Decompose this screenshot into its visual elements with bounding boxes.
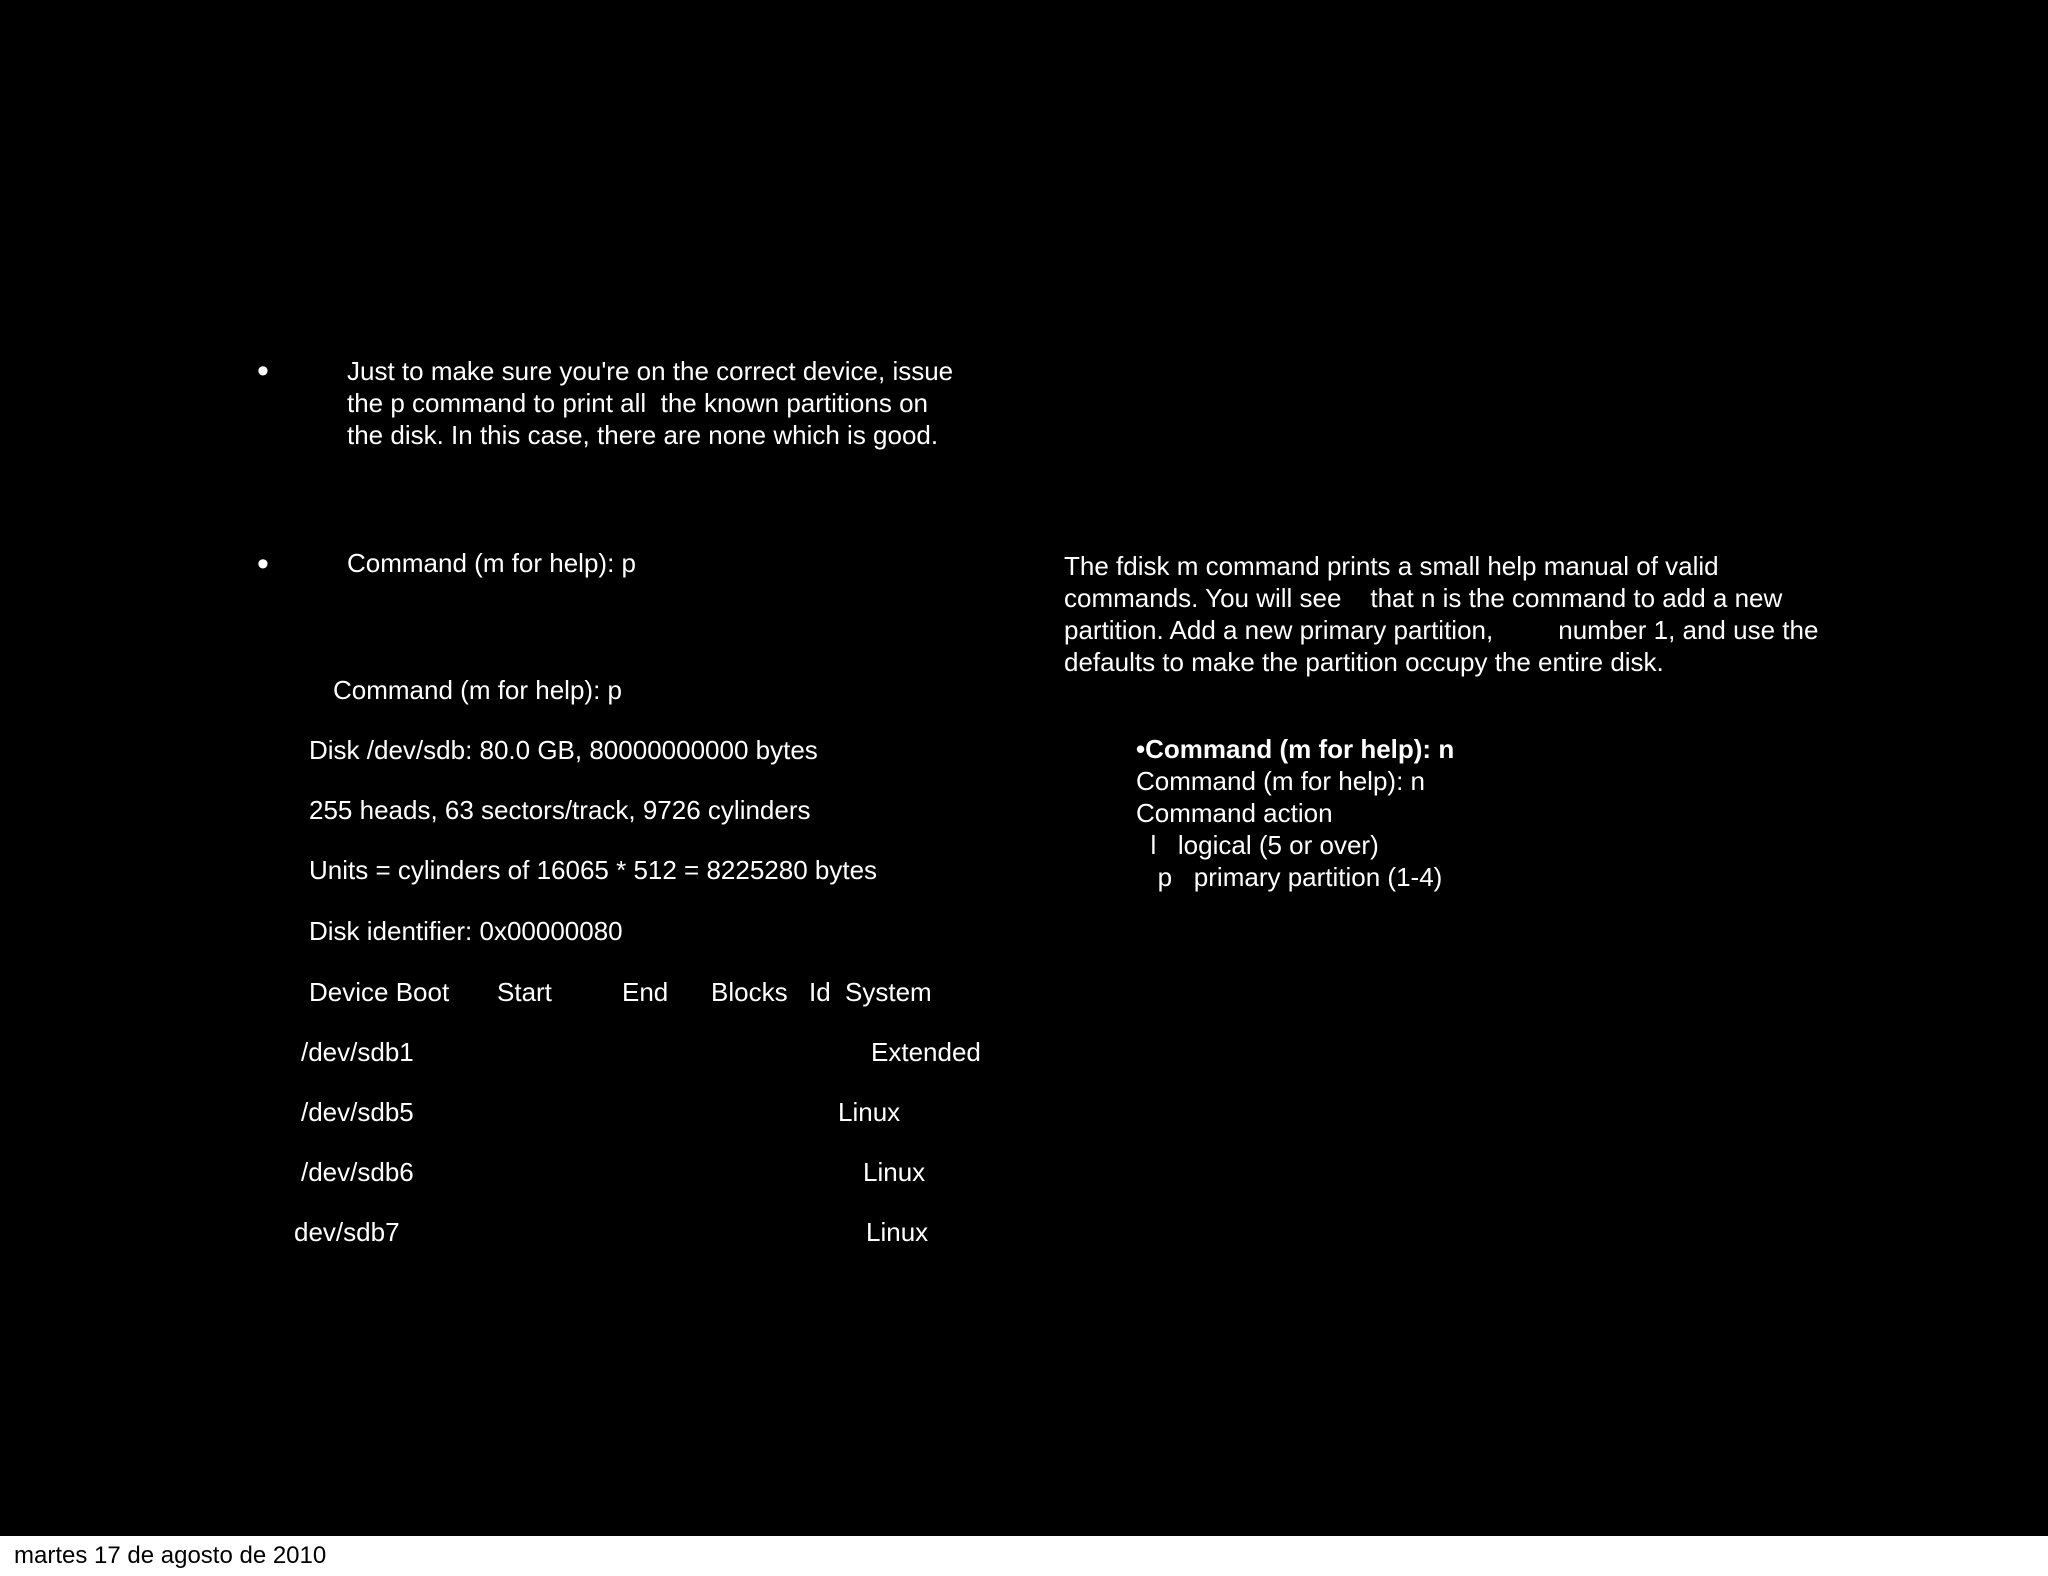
right-text-line-1: The fdisk m command prints a small help manual of valid — [1064, 551, 1719, 581]
table-row — [0, 1096, 1100, 1128]
bullet-2-line-1: Command (m for help): p — [347, 548, 636, 578]
cell-system: Linux — [866, 1217, 929, 1247]
right-block-line-3: l logical (5 or over) — [1136, 830, 1379, 860]
right-block-line-4: p primary partition (1-4) — [1136, 862, 1443, 892]
cell-system: Linux — [863, 1157, 926, 1187]
right-block-line-2: Command action — [1136, 798, 1333, 828]
bullet-icon: • — [257, 352, 269, 390]
header-end: End — [622, 977, 669, 1007]
partition-table-header — [0, 976, 1100, 1008]
header-system: System — [845, 977, 932, 1007]
right-text-line-3: partition. Add a new primary partition, number 1, and use the — [1064, 615, 1819, 645]
table-row — [0, 1216, 1100, 1248]
header-blocks: Blocks — [711, 977, 788, 1007]
right-block-heading: •Command (m for help): n — [1136, 734, 1455, 764]
bullet-1-line-1: Just to make sure you're on the correct device, issue — [347, 356, 954, 386]
header-start: Start — [497, 977, 552, 1007]
cell-system: Extended — [871, 1037, 981, 1067]
cell-device: /dev/sdb1 — [301, 1037, 414, 1067]
bullet-1-line-3: the disk. In this case, there are none which is good. — [347, 420, 939, 450]
output-disk: Disk /dev/sdb: 80.0 GB, 80000000000 bytes — [309, 735, 818, 765]
cell-system: Linux — [838, 1097, 901, 1127]
output-prompt: Command (m for help): p — [333, 675, 622, 705]
right-text-line-2: commands. You will see that n is the command to add a new — [1064, 583, 1783, 613]
table-row — [0, 1036, 1100, 1068]
output-units: Units = cylinders of 16065 * 512 = 8225280 bytes — [309, 855, 878, 885]
cell-device: /dev/sdb6 — [301, 1157, 414, 1187]
output-identifier: Disk identifier: 0x00000080 — [309, 916, 623, 946]
footer-date: martes 17 de agosto de 2010 — [14, 1542, 327, 1569]
bullet-1-line-2: the p command to print all the known partitions on — [347, 388, 928, 418]
bullet-icon: • — [257, 545, 269, 583]
cell-device: dev/sdb7 — [294, 1217, 400, 1247]
output-geometry: 255 heads, 63 sectors/track, 9726 cylinders — [309, 795, 811, 825]
table-row — [0, 1156, 1100, 1188]
header-device-boot: Device Boot — [309, 977, 450, 1007]
right-block-line-1: Command (m for help): n — [1136, 766, 1425, 796]
header-id: Id — [809, 977, 831, 1007]
right-text-line-4: defaults to make the partition occupy the entire disk. — [1064, 647, 1664, 677]
cell-device: /dev/sdb5 — [301, 1097, 414, 1127]
